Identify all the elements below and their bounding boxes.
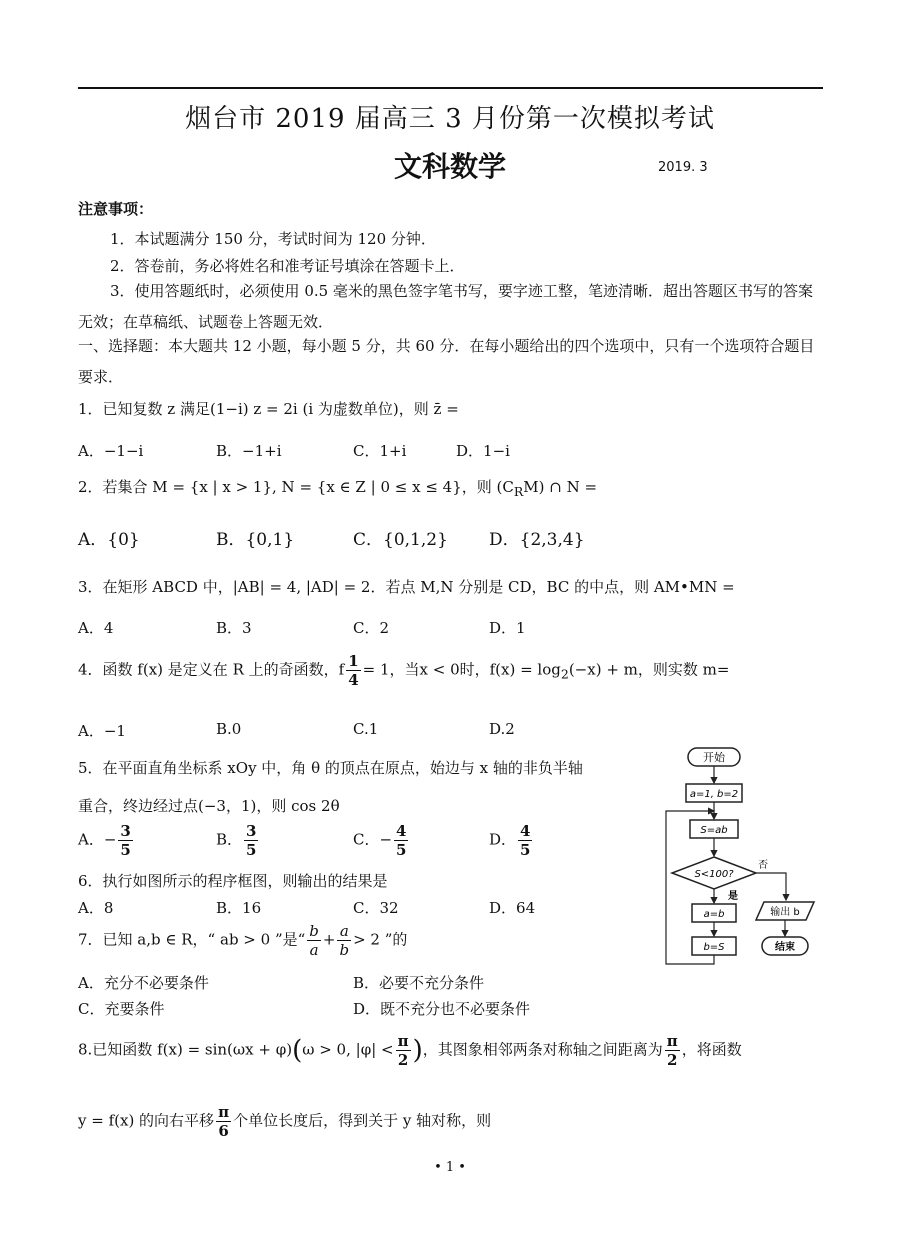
q6-option-b: B．16 <box>216 899 262 917</box>
question-6-stem: 6．执行如图所示的程序框图，则输出的结果是 <box>78 872 388 890</box>
section-intro: 一、选择题：本大题共 12 小题，每小题 5 分，共 60 分．在每小题给出的四个选项中，只有一个选项符合题目要求． <box>78 337 815 386</box>
question-4-stem <box>78 652 729 689</box>
exam-subject: 文科数学 <box>393 150 506 183</box>
flow-end-label: 结束 <box>775 942 795 953</box>
q3-option-d: D．1 <box>489 619 526 637</box>
q2-subscript: R <box>513 484 524 499</box>
notice-item-1: 1．本试题满分 150 分，考试时间为 120 分钟． <box>110 230 436 248</box>
q3-option-a: A．4 <box>78 619 114 637</box>
flow-condition-label: S<100? <box>694 869 734 880</box>
flow-step2-label: b=S <box>703 942 725 953</box>
q4-option-b: B.0 <box>216 720 242 738</box>
header-rule <box>78 87 823 89</box>
q1-option-c: C．1+i <box>353 442 407 460</box>
question-1-stem: 1．已知复数 z 满足(1−i) z = 2i (i 为虚数单位)，则 z̄ = <box>78 400 459 418</box>
q2-option-c: C．{0,1,2} <box>353 530 448 550</box>
q4-stem-a: 4．函数 f(x) 是定义在 R 上的奇函数，f <box>78 660 345 679</box>
question-8-line-1: 8.已知函数 f(x) = sin(ωx + φ)(ω > 0, |φ| < $\frac{\pi}{2}$ )，其图象相邻两条对称轴之间距离为 $\frac{\pi}{2}$ ，将函数 <box>78 1032 742 1069</box>
q7-option-d: D．既不充分也不必要条件 <box>353 1000 531 1018</box>
q1-option-b: B．−1+i <box>216 442 282 460</box>
q4-option-d: D.2 <box>489 720 515 738</box>
q3-option-b: B．3 <box>216 619 252 637</box>
q4-option-a: A．−1 <box>78 722 126 740</box>
flow-step1-label: a=b <box>703 909 725 920</box>
flow-no-label: 否 <box>758 860 768 871</box>
q2-option-b: B．{0,1} <box>216 530 295 550</box>
q5-option-d: D． $\frac{4}{5}$ <box>489 822 531 859</box>
flow-assign-label: S=ab <box>700 825 728 836</box>
q4-stem-b: = 1，当x < 0时，f(x) = log <box>362 660 561 679</box>
flow-output-label: 输出 b <box>770 907 800 918</box>
notice-item-2: 2．答卷前，务必将姓名和准考证号填涂在答题卡上． <box>110 257 465 275</box>
q1-option-a: A．−1−i <box>78 442 144 460</box>
q2-stem-tail: M) ∩ N = <box>523 478 598 496</box>
notice-heading: 注意事项： <box>78 200 154 218</box>
exam-title: 烟台市 2019 届高三 3 月份第一次模拟考试 <box>185 104 715 134</box>
question-2-stem <box>78 476 597 499</box>
q6-option-a: A．8 <box>78 899 114 917</box>
q4-fraction: $\frac{1}{4}$ <box>348 652 359 689</box>
q5-option-c: C．− $\frac{4}{5}$ <box>353 822 407 859</box>
q3-option-c: C．2 <box>353 619 390 637</box>
question-8-line-2: y = f(x) 的向右平移 $\frac{\pi}{6}$ 个单位长度后，得到关于 y 轴对称，则 <box>78 1103 492 1140</box>
page-number: • 1 • <box>434 1160 466 1175</box>
q4-stem-c: (−x) + m，则实数 m= <box>568 660 730 679</box>
question-5-line-1: 5．在平面直角坐标系 xOy 中，角 θ 的顶点在原点，始边与 x 轴的非负半轴 <box>78 759 583 777</box>
q1-option-d: D．1−i <box>456 442 510 460</box>
q4-subscript: 2 <box>560 666 569 682</box>
q7-option-c: C．充要条件 <box>78 1000 165 1018</box>
q5-option-b: B． $\frac{3}{5}$ <box>216 822 257 859</box>
question-5-line-2: 重合，终边经过点(−3，1)，则 cos 2θ <box>78 797 340 815</box>
exam-date: 2019. 3 <box>658 160 708 175</box>
q7-option-b: B．必要不充分条件 <box>353 974 485 992</box>
q2-option-a: A．{0} <box>78 530 140 550</box>
q5-option-a: A．− $\frac{3}{5}$ <box>78 822 131 859</box>
flow-start-label: 开始 <box>703 751 725 764</box>
q6-option-c: C．32 <box>353 899 399 917</box>
flow-yes-label: 是 <box>728 891 738 902</box>
program-flowchart <box>660 742 835 970</box>
notice-item-3: 3．使用答题纸时，必须使用 0.5 毫米的黑色签字笔书写，要字迹工整，笔迹清晰．超出答题区书写的答案无效；在草稿纸、试题卷上答题无效． <box>78 282 813 331</box>
q4-option-c: C.1 <box>353 720 379 738</box>
q2-stem-text: 2．若集合 M = {x | x > 1}, N = {x ∈ Z | 0 ≤ x ≤ 4}，则 (C <box>78 478 514 496</box>
q7-option-a: A．充分不必要条件 <box>78 974 209 992</box>
question-3-stem: 3．在矩形 ABCD 中，|AB| = 4, |AD| = 2．若点 M,N 分别是 CD，BC 的中点，则 AM•MN = <box>78 578 735 596</box>
question-7-stem: 7．已知 a,b ∈ R，“ ab > 0 ”是“ $\frac{b}{a}$ + $\frac{a}{b}$ > 2 ”的 <box>78 922 408 959</box>
flow-init-label: a=1, b=2 <box>689 789 739 800</box>
q6-option-d: D．64 <box>489 899 536 917</box>
q2-option-d: D．{2,3,4} <box>489 530 585 550</box>
